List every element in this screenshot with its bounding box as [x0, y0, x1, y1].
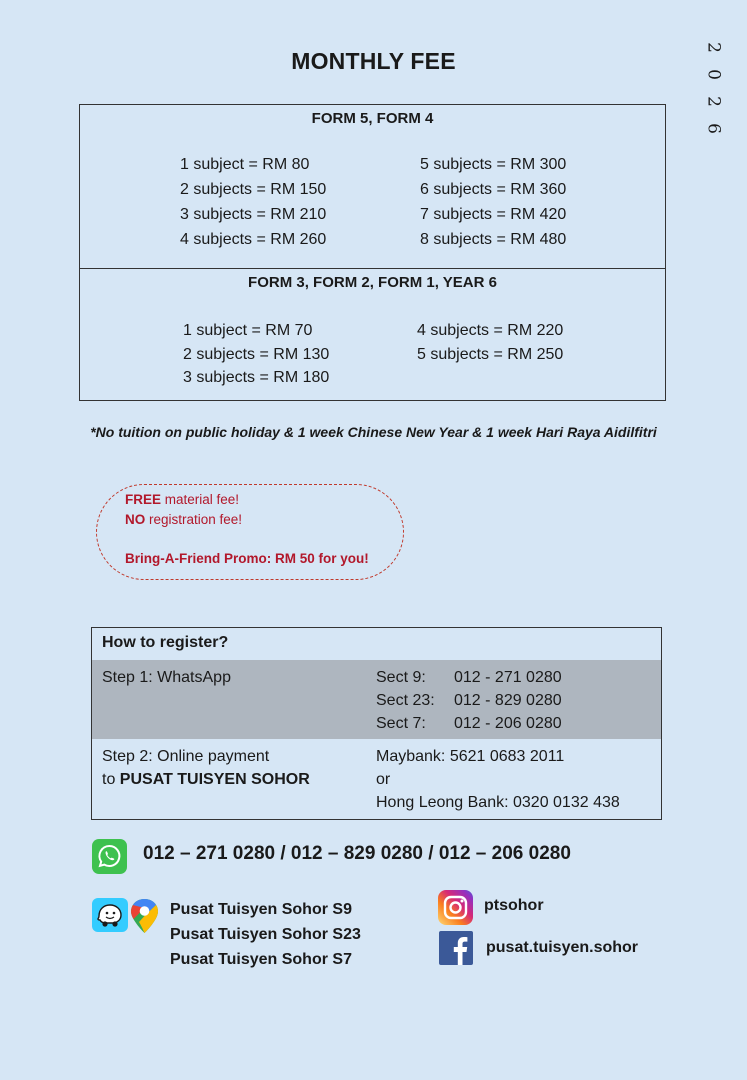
- register-table: [91, 627, 662, 820]
- promo-line-friend: Bring-A-Friend Promo: RM 50 for you!: [125, 551, 369, 566]
- step1-label: Step 1: WhatsApp: [102, 669, 231, 686]
- sect-label: Sect 23:: [376, 692, 435, 709]
- branch-name: Pusat Tuisyen Sohor S23: [170, 926, 361, 943]
- promo-text: material fee!: [161, 492, 240, 507]
- step2-line: Step 2: Online payment: [102, 748, 270, 765]
- promo-text: registration fee!: [145, 512, 243, 527]
- fee-column: [180, 152, 326, 252]
- register-heading: How to register?: [102, 634, 229, 651]
- bank-or: or: [376, 771, 391, 788]
- promo-bubble: [96, 484, 404, 580]
- promo-line-registration: [125, 512, 242, 527]
- holiday-note: *No tuition on public holiday & 1 week Chinese New Year & 1 week Hari Raya Aidilfitri: [90, 424, 657, 440]
- year-digit: 6: [703, 123, 724, 134]
- fee-item: 4 subjects = RM 260: [180, 231, 327, 248]
- fee-item: 5 subjects = RM 250: [417, 345, 564, 363]
- step2-payee: [102, 768, 310, 791]
- year-digit: 2: [703, 96, 724, 107]
- fee-column: [417, 319, 563, 366]
- register-header: [92, 628, 661, 660]
- phone-number[interactable]: 012 - 206 0280: [454, 715, 562, 732]
- fee-item: 3 subjects = RM 210: [180, 206, 327, 223]
- whatsapp-icon[interactable]: [92, 839, 127, 874]
- branch-name: Pusat Tuisyen Sohor S7: [170, 951, 352, 968]
- promo-emphasis: FREE: [125, 492, 162, 507]
- facebook-handle[interactable]: pusat.tuisyen.sohor: [486, 939, 639, 956]
- fee-item: 2 subjects = RM 130: [183, 345, 330, 363]
- whatsapp-contacts: [376, 666, 562, 735]
- register-step1-row: [92, 660, 661, 739]
- google-maps-icon[interactable]: [128, 898, 161, 934]
- fee-item: 1 subject = RM 70: [183, 322, 313, 339]
- branch-name: Pusat Tuisyen Sohor S9: [170, 901, 352, 918]
- promo-emphasis: NO: [125, 512, 146, 527]
- step2-label: [102, 745, 310, 791]
- year-digit: 2: [703, 42, 724, 53]
- bank-details: [376, 745, 620, 814]
- fee-section-form3-year6: [80, 269, 665, 400]
- instagram-icon[interactable]: [438, 890, 473, 925]
- fee-section-heading: FORM 3, FORM 2, FORM 1, YEAR 6: [248, 274, 497, 291]
- contact-line: [376, 712, 562, 735]
- branch-list: [170, 897, 361, 972]
- contact-line: [376, 666, 562, 689]
- fee-item: 3 subjects = RM 180: [183, 369, 330, 386]
- bank-account: Hong Leong Bank: 0320 0132 438: [376, 794, 620, 811]
- bank-account: Maybank: 5621 0683 2011: [376, 748, 565, 765]
- fee-column: [420, 152, 566, 252]
- payee-prefix: to: [102, 771, 120, 788]
- phone-number[interactable]: 012 - 271 0280: [454, 669, 562, 686]
- fee-column: [183, 319, 329, 390]
- instagram-handle[interactable]: ptsohor: [484, 897, 544, 914]
- fee-item: 6 subjects = RM 360: [420, 181, 567, 198]
- fee-section-form5-form4: [80, 105, 665, 269]
- facebook-icon[interactable]: [439, 931, 473, 965]
- fee-section-heading: FORM 5, FORM 4: [311, 110, 434, 127]
- payee-name: PUSAT TUISYEN SOHOR: [119, 771, 310, 788]
- fee-item: 2 subjects = RM 150: [180, 181, 327, 198]
- fee-item: 4 subjects = RM 220: [417, 322, 564, 339]
- page-title: MONTHLY FEE: [291, 48, 456, 74]
- year-vertical: [700, 34, 726, 142]
- sect-label: Sect 9:: [376, 669, 426, 686]
- fee-item: 7 subjects = RM 420: [420, 206, 567, 223]
- contact-line: [376, 689, 562, 712]
- fee-table: [79, 104, 666, 401]
- promo-line-material: [125, 492, 239, 507]
- year-digit: 0: [703, 69, 724, 80]
- sect-label: Sect 7:: [376, 715, 426, 732]
- phone-numbers[interactable]: 012 – 271 0280 / 012 – 829 0280 / 012 – 206 0280: [143, 843, 571, 864]
- register-step2-row: [92, 739, 661, 819]
- fee-item: 8 subjects = RM 480: [420, 231, 567, 248]
- waze-icon[interactable]: [92, 898, 128, 932]
- phone-number[interactable]: 012 - 829 0280: [454, 692, 562, 709]
- fee-item: 5 subjects = RM 300: [420, 156, 567, 173]
- fee-item: 1 subject = RM 80: [180, 156, 310, 173]
